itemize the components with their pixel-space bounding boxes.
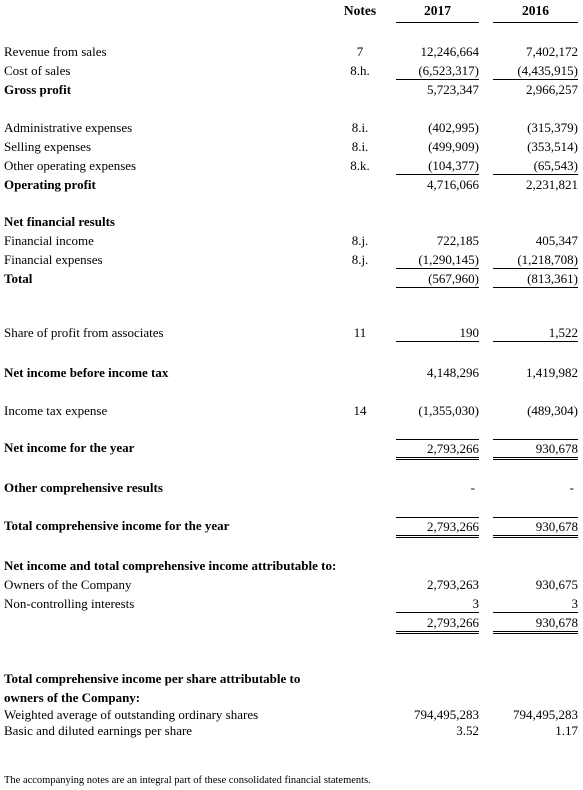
table-row: Weighted average of outstanding ordinary shares 794,495,283 794,495,283 xyxy=(4,707,578,722)
header-rule-2016 xyxy=(493,22,578,23)
notes-header: Notes xyxy=(343,3,377,18)
table-row: Other comprehensive results - - xyxy=(4,480,574,495)
table-row: Non-controlling interests 3 3 xyxy=(4,596,578,611)
table-row: Selling expenses 8.i. (499,909) (353,514) xyxy=(4,139,578,154)
table-row: Net income for the year 2,793,266 930,678 xyxy=(0,439,583,458)
table-row: Total (567,960) (813,361) xyxy=(4,271,578,286)
table-row: Administrative expenses 8.i. (402,995) (315,379) xyxy=(4,120,578,135)
year-2017-header: 2017 xyxy=(424,3,451,18)
section-heading: Net financial results xyxy=(4,214,115,229)
table-row: Owners of the Company 2,793,263 930,675 xyxy=(4,577,578,592)
year-2016-header: 2016 xyxy=(522,3,549,18)
table-row: Gross profit 5,723,347 2,966,257 xyxy=(4,82,578,97)
section-heading: Net income and total comprehensive income attributable to: xyxy=(4,558,337,573)
section-heading: owners of the Company: xyxy=(4,690,141,705)
column-header-row xyxy=(0,2,583,21)
table-row: Basic and diluted earnings per share 3.52 1.17 xyxy=(4,723,578,738)
table-row: Operating profit 4,716,066 2,231,821 xyxy=(4,177,578,192)
table-row: Other operating expenses 8.k. (104,377) (65,543) xyxy=(4,158,578,173)
table-row: Cost of sales 8.h. (6,523,317) (4,435,915) xyxy=(4,63,578,78)
table-row: Total comprehensive income for the year 2,793,266 930,678 xyxy=(0,517,583,536)
table-row: Financial income 8.j. 722,185 405,347 xyxy=(4,233,578,248)
table-row: Revenue from sales 7 12,246,664 7,402,172 xyxy=(4,44,578,59)
table-row: Income tax expense 14 (1,355,030) (489,304) xyxy=(4,403,578,418)
table-row: Share of profit from associates 11 190 1,522 xyxy=(4,325,578,340)
table-row: 2,793,266 930,678 xyxy=(0,614,583,633)
table-row: Financial expenses 8.j. (1,290,145) (1,218,708) xyxy=(4,252,578,267)
table-row: Net income before income tax 4,148,296 1,419,982 xyxy=(4,365,578,380)
header-rule-2017 xyxy=(396,22,479,23)
section-heading: Total comprehensive income per share attributable to xyxy=(4,671,301,686)
footnote: The accompanying notes are an integral part of these consolidated financial statements. xyxy=(4,775,371,786)
